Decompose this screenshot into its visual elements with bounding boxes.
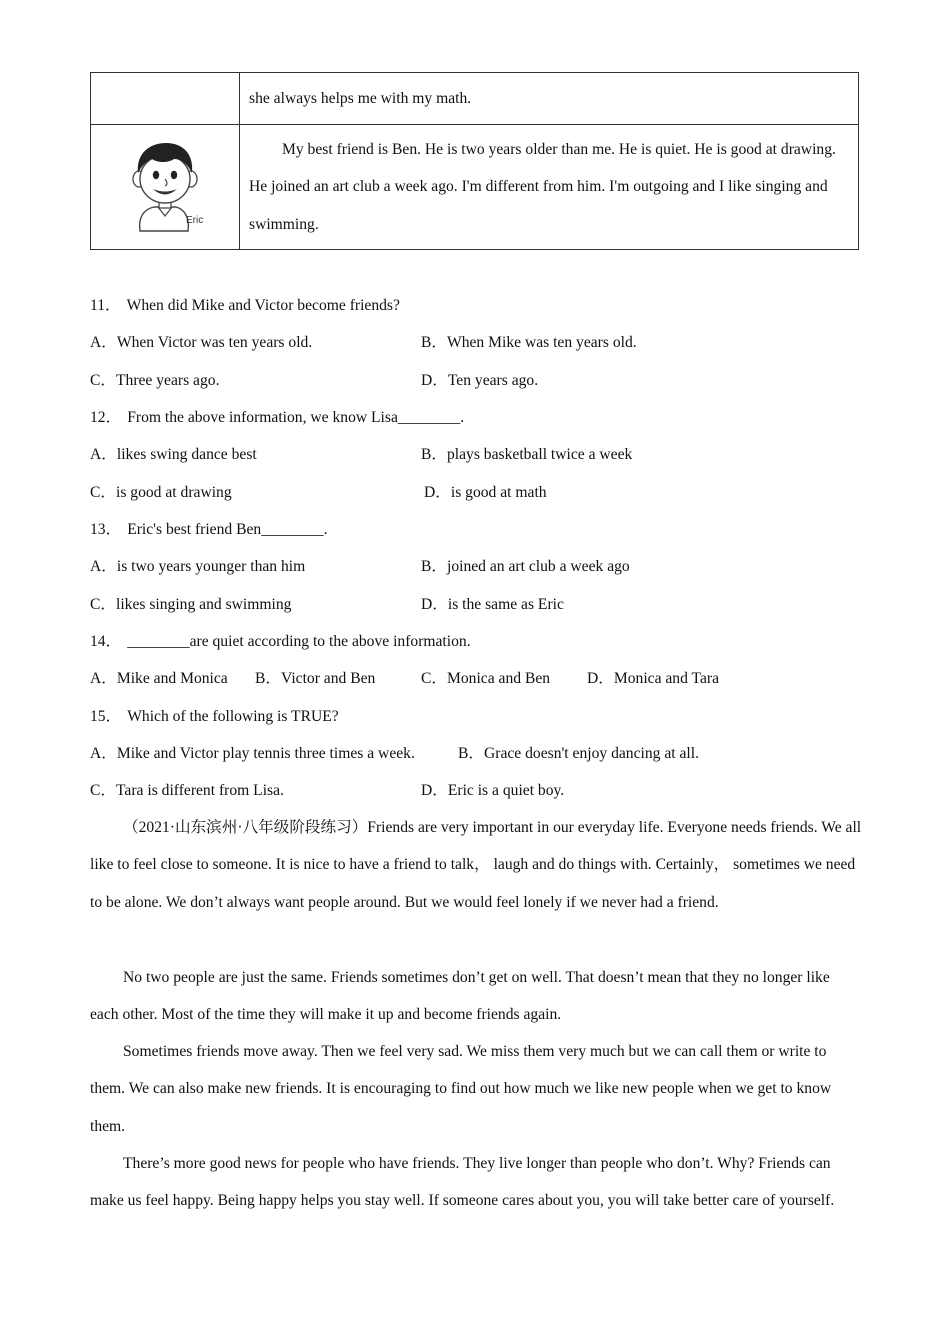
eric-picture-cell — [91, 125, 240, 250]
question-number: 12． — [90, 409, 122, 426]
passage-paragraph-1 — [90, 809, 862, 921]
question-12 — [90, 408, 464, 428]
option-13-a: A．is two years younger than him — [90, 558, 306, 575]
option-15-d: D．Eric is a quiet boy. — [421, 782, 565, 799]
option-13-d: D．is the same as Eric — [421, 596, 564, 613]
option-14-b: B．Victor and Ben — [255, 670, 376, 687]
option-15-c: C．Tara is different from Lisa. — [90, 782, 284, 799]
question-text: From the above information, we know Lisa________. — [127, 409, 465, 426]
table-row — [91, 73, 859, 125]
option-12-d: D．is good at math — [424, 484, 547, 501]
question-text: When did Mike and Victor become friends? — [126, 297, 400, 314]
question-number: 14． — [90, 633, 122, 650]
option-11-b: B．When Mike was ten years old. — [421, 334, 637, 351]
question-number: 11． — [90, 297, 121, 314]
question-11 — [90, 296, 400, 316]
option-11-a: A．When Victor was ten years old. — [90, 334, 313, 351]
option-13-b: B．joined an art club a week ago — [421, 558, 630, 575]
empty-picture-cell — [91, 73, 240, 125]
table-cell-text: she always helps me with my math. — [240, 73, 859, 125]
question-text: Eric's best friend Ben________. — [127, 521, 328, 538]
option-12-c: C．is good at drawing — [90, 484, 232, 501]
question-14 — [90, 632, 471, 652]
question-text: ________are quiet according to the above information. — [127, 633, 471, 650]
passage-paragraph-2: No two people are just the same. Friends sometimes don’t get on well. That doesn’t mean that they no longer like each other. Most of the time they will make it up and become friends again. — [90, 969, 830, 1024]
passage-paragraph-3: Sometimes friends move away. Then we feel very sad. We miss them very much but we can call them or write to them. We can also make new friends. It is encouraging to find out how much we like new people when we get to know them. — [90, 1043, 832, 1135]
passage-paragraph-4: There’s more good news for people who have friends. They live longer than people who don’t. Why? Friends can make us feel happy. Being happy helps you stay well. If someone cares about you, you will take better care of yourself. — [90, 1155, 835, 1210]
option-11-c: C．Three years ago. — [90, 372, 220, 389]
option-14-c: C．Monica and Ben — [421, 670, 551, 687]
option-15-a: A．Mike and Victor play tennis three times a week. — [90, 745, 415, 762]
question-number: 13． — [90, 521, 122, 538]
option-14-a: A．Mike and Monica — [90, 670, 228, 687]
question-13 — [90, 520, 328, 540]
option-14-d: D．Monica and Tara — [587, 670, 719, 687]
paragraph-text: Friends are very important in our everyday life. Everyone needs friends. We all like to feel close to someone. It is nice to have a friend to talk， laugh and do things with. Certainly， sometimes we need to be alone. We don’t always want people around. But we would feel lonely if we never had a friend. — [90, 819, 862, 911]
option-15-b: B．Grace doesn't enjoy dancing at all. — [458, 745, 699, 762]
option-13-c: C．likes singing and swimming — [90, 596, 292, 613]
table-row — [91, 125, 859, 250]
option-12-a: A．likes swing dance best — [90, 446, 257, 463]
option-11-d: D．Ten years ago. — [421, 372, 539, 389]
question-15 — [90, 707, 339, 727]
option-12-b: B．plays basketball twice a week — [421, 446, 633, 463]
question-number: 15． — [90, 708, 122, 725]
eric-caption: Eric — [186, 215, 204, 226]
profile-table — [90, 72, 859, 250]
passage-source: （2021·山东滨州·八年级阶段练习） — [123, 819, 368, 836]
table-cell-text: My best friend is Ben. He is two years older than me. He is quiet. He is good at drawing. He joined an art club a week ago. I'm different from him. I'm outgoing and I like singing and swimming. — [240, 125, 859, 250]
question-text: Which of the following is TRUE? — [127, 708, 339, 725]
